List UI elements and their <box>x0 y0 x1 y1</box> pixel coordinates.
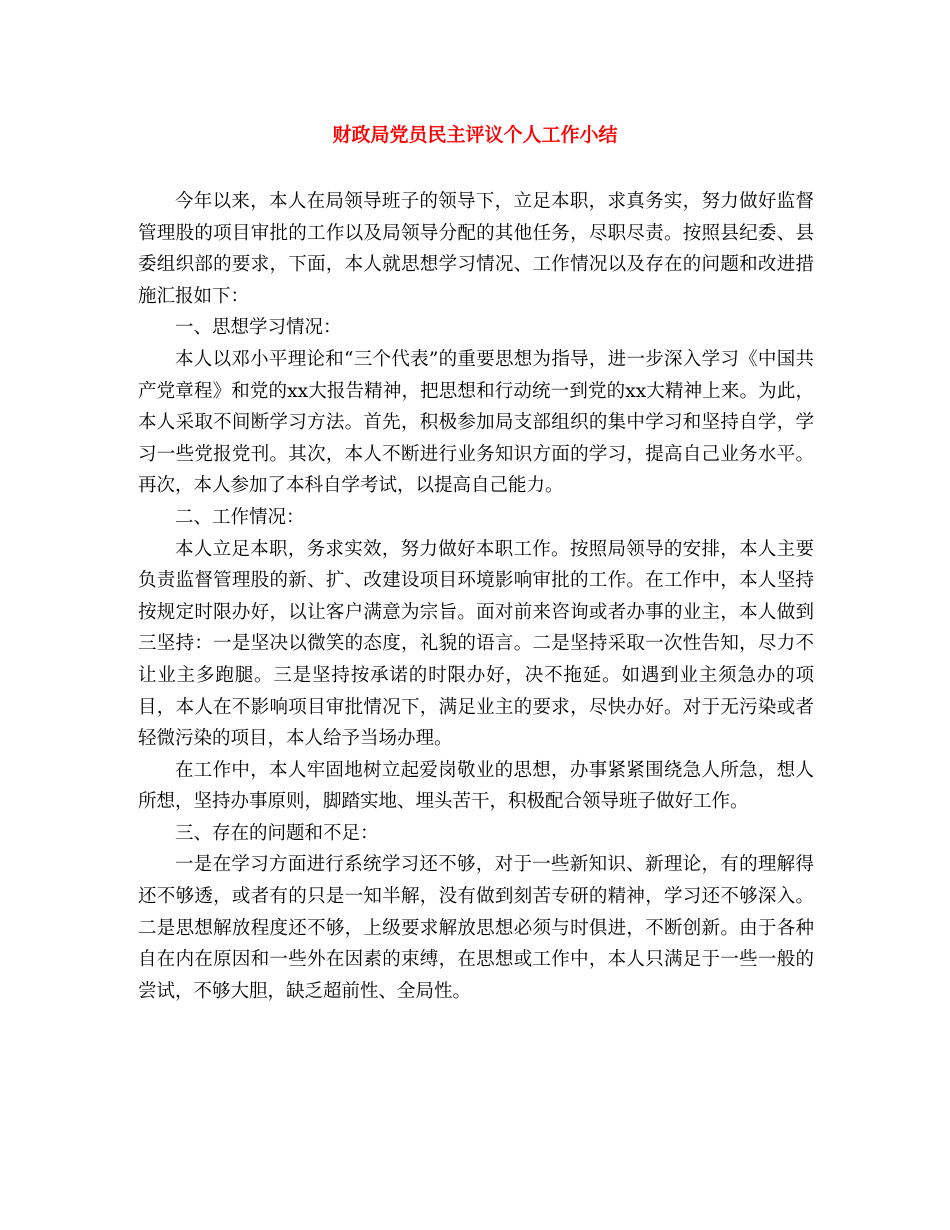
paragraph-study: 本人以邓小平理论和“三个代表”的重要思想为指导，进一步深入学习《中国共产党章程》和党的xx大报告精神，把思想和行动统一到党的xx大精神上来。为此，本人采取不间断学习方法。首先，积极参加局支部组织的集中学习和坚持自学，学习一些党报党刊。其次，本人不断进行业务知识方面的学习，提高自己业务水平。再次，本人参加了本科自学考试，以提高自己能力。 <box>138 348 814 497</box>
document-title: 财政局党员民主评议个人工作小结 <box>332 124 618 146</box>
paragraph-problems: 一是在学习方面进行系统学习还不够，对于一些新知识、新理论，有的理解得还不够透，或者有的只是一知半解，没有做到刻苦专研的精神，学习还不够深入。二是思想解放程度还不够，上级要求解放思想必须与时俱进，不断创新。由于各种自在内在原因和一些外在因素的束缚，在思想或工作中，本人只满足于一些一般的尝试，不够大胆，缺乏超前性、全局性。 <box>138 854 814 1002</box>
document-body <box>138 186 814 1007</box>
section-heading-study: 一、思想学习情况： <box>175 317 342 339</box>
section-heading-work: 二、工作情况： <box>175 506 305 528</box>
paragraph-work: 本人立足本职，务求实效，努力做好本职工作。按照局领导的安排，本人主要负责监督管理股的新、扩、改建设项目环境影响审批的工作。在工作中，本人坚持按规定时限办好，以让客户满意为宗旨。面对前来咨询或者办事的业主，本人做到三坚持：一是坚决以微笑的态度，礼貌的语言。二是坚持采取一次性告知，尽力不让业主多跑腿。三是坚持按承诺的时限办好，决不拖延。如遇到业主须急办的项目，本人在不影响项目审批情况下，满足业主的要求，尽快办好。对于无污染或者轻微污染的项目，本人给予当场办理。 <box>138 538 814 750</box>
paragraph-work-attitude: 在工作中，本人牢固地树立起爱岗敬业的思想，办事紧紧围绕急人所急，想人所想，坚持办事原则，脚踏实地、埋头苦干，积极配合领导班子做好工作。 <box>138 759 814 813</box>
section-heading-problems: 三、存在的问题和不足： <box>175 822 379 844</box>
paragraph-intro: 今年以来，本人在局领导班子的领导下，立足本职，求真务实，努力做好监督管理股的项目审批的工作以及局领导分配的其他任务，尽职尽责。按照县纪委、县委组织部的要求，下面，本人就思想学习情况、工作情况以及存在的问题和改进措施汇报如下： <box>138 191 814 307</box>
